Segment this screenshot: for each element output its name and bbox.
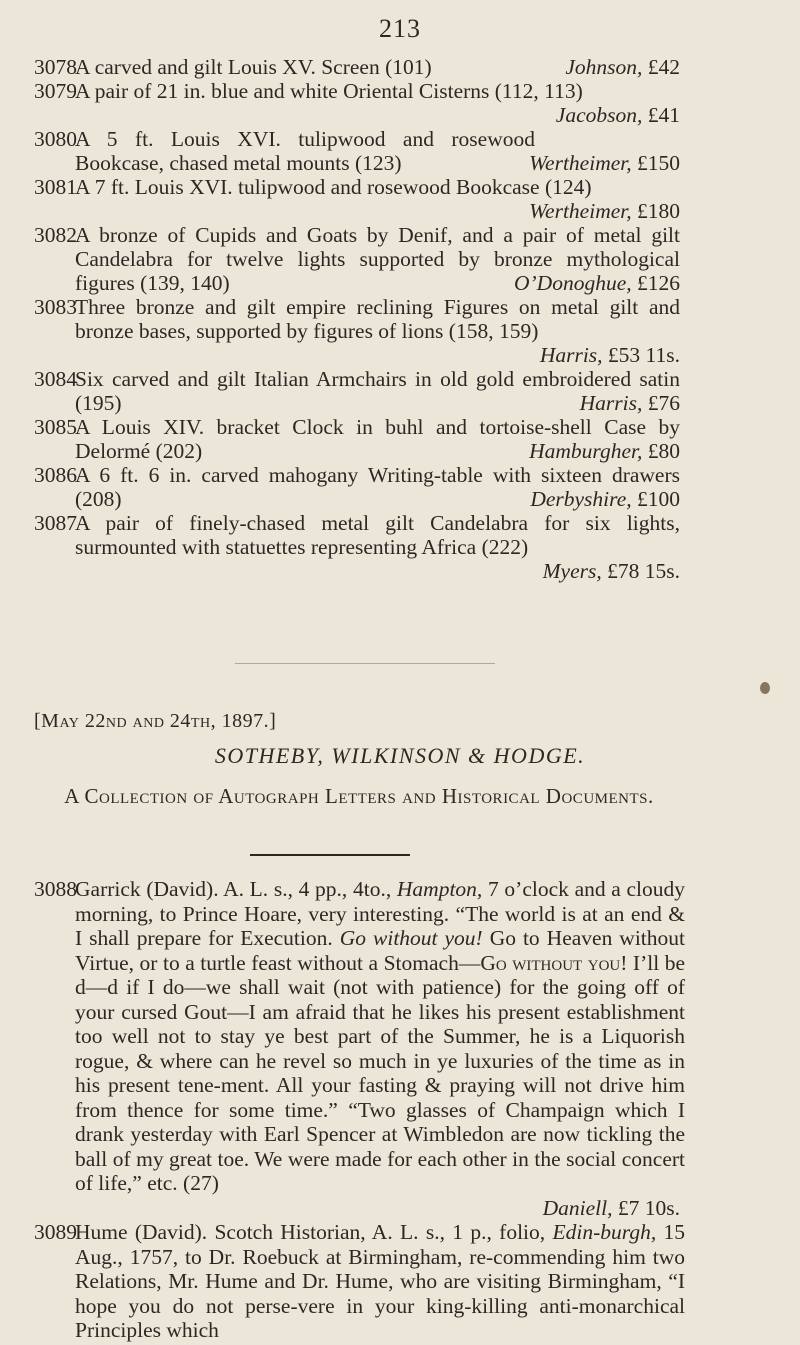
lot-description: A 5 ft. Louis XVI. tulipwood and rosewood Bookcase, chased metal mounts (123) [75,127,535,175]
lot-description: A pair of 21 in. blue and white Oriental Cisterns (112, 113) [75,79,583,103]
lot-number: 3088 [34,877,77,901]
lot-description: A Louis XIV. bracket Clock in buhl and tortoise-shell Case by Delormé (202) [75,415,680,463]
lot-price: £76 [647,391,680,415]
lot-number: 3079 [34,79,77,103]
lot-description: A 6 ft. 6 in. carved mahogany Writing-table with sixteen drawers (208) [75,463,680,511]
lot-number: 3086 [34,463,77,487]
lot-description: A bronze of Cupids and Goats by Denif, and a pair of metal gilt Candelabra for twelve lights supported by bronze mythological figures (139, 140) [75,223,680,295]
lot-price: £53 11s. [607,343,680,367]
lot-description: Garrick (David). A. L. s., 4 pp., 4to., Hampton, 7 o’clock and a cloudy morning, to Prince Hoare, very interesting. “The world is at an end & I shall prepare for Execution. Go without you! Go to Heaven without Virtue, or to a turtle feast without a Stomach—Go without you! I’ll be d—d if I do—we shall wait (not with patience) for the going off of your cursed Gout—I am afraid that he likes his present establishment too well not to stay ye best part of the Summer, he is a Liquorish rogue, & where can he revel so much in ye luxuries of the time as in his present tene-ment. All your fasting & praying will not drive him from thence for some time.” “Two glasses of Champaign which I drank yesterday with Earl Spencer at Wimbledon are now tickling the ball of my great toe. We were made for each other in the social concert of life,” etc. (27) [75,877,686,1195]
lot-entry [0,1220,800,1343]
lot-entry [0,295,800,367]
lot-number: 3084 [34,367,77,391]
author-name: Hume (David). [75,1220,208,1244]
lot-price: £180 [637,199,680,223]
lot-description: Three bronze and gilt empire reclining Figures on metal gilt and bronze bases, supported by figures of lions (158, 159) [75,295,680,343]
lot-entry [0,367,800,415]
lot-buyer: Myers, £78 15s. [542,559,680,583]
sale-date: [May 22nd and 24th, 1897.] [34,710,277,732]
lot-price: £41 [647,103,680,127]
lot-buyer: Hamburgher, £80 [529,439,680,463]
lot-number: 3078 [34,55,77,79]
lot-description: A carved and gilt Louis XV. Screen (101) [75,55,432,79]
section-divider [235,663,495,664]
lot-number: 3083 [34,295,77,319]
lot-price: £78 15s. [607,559,680,583]
lot-entry [0,877,800,1220]
ink-stain [760,682,770,694]
author-name: Garrick (David). [75,877,219,901]
quote-small-caps: Go without you! [480,950,628,975]
lot-entry [0,463,800,511]
lot-description: A 7 ft. Louis XVI. tulipwood and rosewood Bookcase (124) [75,175,592,199]
lot-entry [0,175,800,223]
lot-buyer: O’Donoghue, £126 [513,271,680,295]
lot-list-furniture [0,55,800,583]
lot-price: £150 [637,151,680,175]
lot-entry [0,415,800,463]
lot-buyer: Harris, £76 [579,391,680,415]
lot-price: £80 [647,439,680,463]
lot-description: Hume (David). Scotch Historian, A. L. s., 1 p., folio, Edin-burgh, 15 Aug., 1757, to Dr. Roebuck at Birmingham, re-commending him two Relations, Mr. Hume and Dr. Hume, who are visiting Birmingham, “I hope you do not perse-vere in your king-killing anti-monarchical Principles which [75,1220,686,1342]
place-name: Edin-burgh, [552,1220,657,1244]
lot-entry [0,511,800,583]
lot-price: £126 [637,271,680,295]
lot-entry [0,55,800,79]
lot-buyer: Johnson, £42 [565,55,680,79]
page-number: 213 [379,14,421,43]
lot-price: £100 [637,487,680,511]
lot-number: 3087 [34,511,77,535]
lot-number: 3082 [34,223,77,247]
lot-buyer: Derbyshire, £100 [530,487,680,511]
title-underline [250,854,410,856]
lot-price: £7 10s. [617,1195,680,1220]
quote-italic: Go without you! [339,926,483,950]
lot-buyer: Daniell, £7 10s. [542,1195,680,1220]
lot-buyer: Jacobson, £41 [555,103,680,127]
auction-house: SOTHEBY, WILKINSON & HODGE. [214,743,586,768]
lot-number: 3081 [34,175,77,199]
lot-list-letters [0,877,800,1343]
lot-number: 3080 [34,127,77,151]
lot-buyer: Harris, £53 11s. [539,343,680,367]
lot-entry [0,79,800,127]
lot-price: £42 [647,55,680,79]
lot-number: 3089 [34,1220,77,1244]
lot-number: 3085 [34,415,77,439]
lot-buyer: Wertheimer, £150 [529,151,680,175]
place-name: Hampton, [396,877,483,901]
collection-title: A Collection of Autograph Letters and Historical Documents. [64,784,654,808]
lot-buyer: Wertheimer, £180 [529,199,680,223]
lot-entry [0,127,800,175]
lot-entry [0,223,800,295]
lot-description: A pair of finely-chased metal gilt Candelabra for six lights, surmounted with statuettes representing Africa (222) [75,511,680,559]
lot-description: Six carved and gilt Italian Armchairs in old gold embroidered satin (195) [75,367,680,415]
